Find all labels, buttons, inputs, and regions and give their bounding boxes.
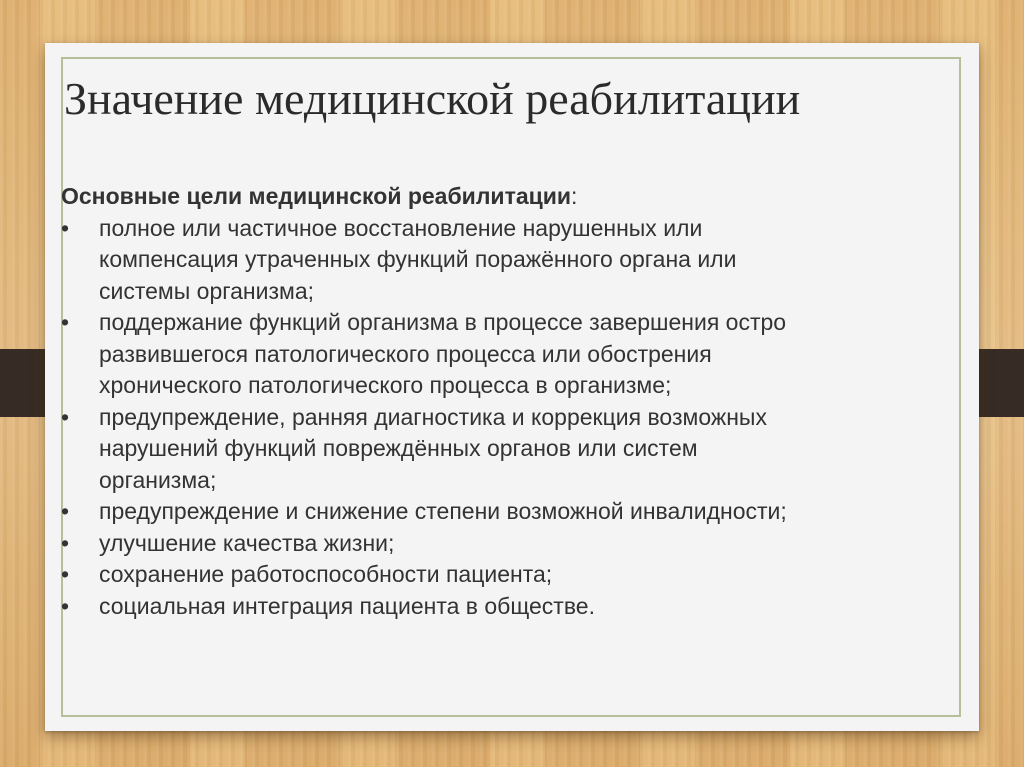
goal-line: развившегося патологического процесса или обострения xyxy=(99,340,712,367)
goals-heading-bold: Основные цели медицинской реабилитации xyxy=(61,183,572,209)
goal-line: системы организма; xyxy=(99,277,314,304)
goal-item xyxy=(61,307,961,402)
goal-item xyxy=(61,559,961,591)
goal-line: улучшение качества жизни; xyxy=(99,529,395,556)
goal-line: предупреждение и снижение степени возможной инвалидности; xyxy=(99,498,787,524)
goals-heading-colon: : xyxy=(571,183,578,209)
bullet-icon: • xyxy=(61,214,70,241)
goals-list xyxy=(61,213,961,623)
bullet-icon: • xyxy=(61,592,70,619)
goal-line: предупреждение, ранняя диагностика и коррекция возможных xyxy=(99,403,767,430)
goal-item xyxy=(61,591,961,623)
goal-item xyxy=(61,528,961,560)
goal-line: организма; xyxy=(99,466,217,493)
goal-line: компенсация утраченных функций поражённого органа или xyxy=(99,246,737,272)
bullet-icon: • xyxy=(61,309,70,335)
goal-item xyxy=(61,213,961,308)
slide-content xyxy=(61,181,961,622)
slide-title: Значение медицинской реабилитации xyxy=(64,73,801,124)
goal-item xyxy=(61,496,961,528)
goal-line: социальная интеграция пациента в обществе. xyxy=(99,592,595,619)
goal-line: полное или частичное восстановление нарушенных или xyxy=(99,214,703,241)
bullet-icon: • xyxy=(61,498,70,524)
goals-heading xyxy=(61,181,961,213)
bullet-icon: • xyxy=(61,403,70,430)
goal-line: нарушений функций повреждённых органов или систем xyxy=(99,435,698,461)
goal-line: поддержание функций организма в процессе завершения остро xyxy=(99,309,787,335)
goal-item xyxy=(61,402,961,497)
goal-line: сохранение работоспособности пациента; xyxy=(99,561,553,587)
goal-line: хронического патологического процесса в организме; xyxy=(99,372,672,398)
bullet-icon: • xyxy=(61,561,70,587)
bullet-icon: • xyxy=(61,529,70,556)
